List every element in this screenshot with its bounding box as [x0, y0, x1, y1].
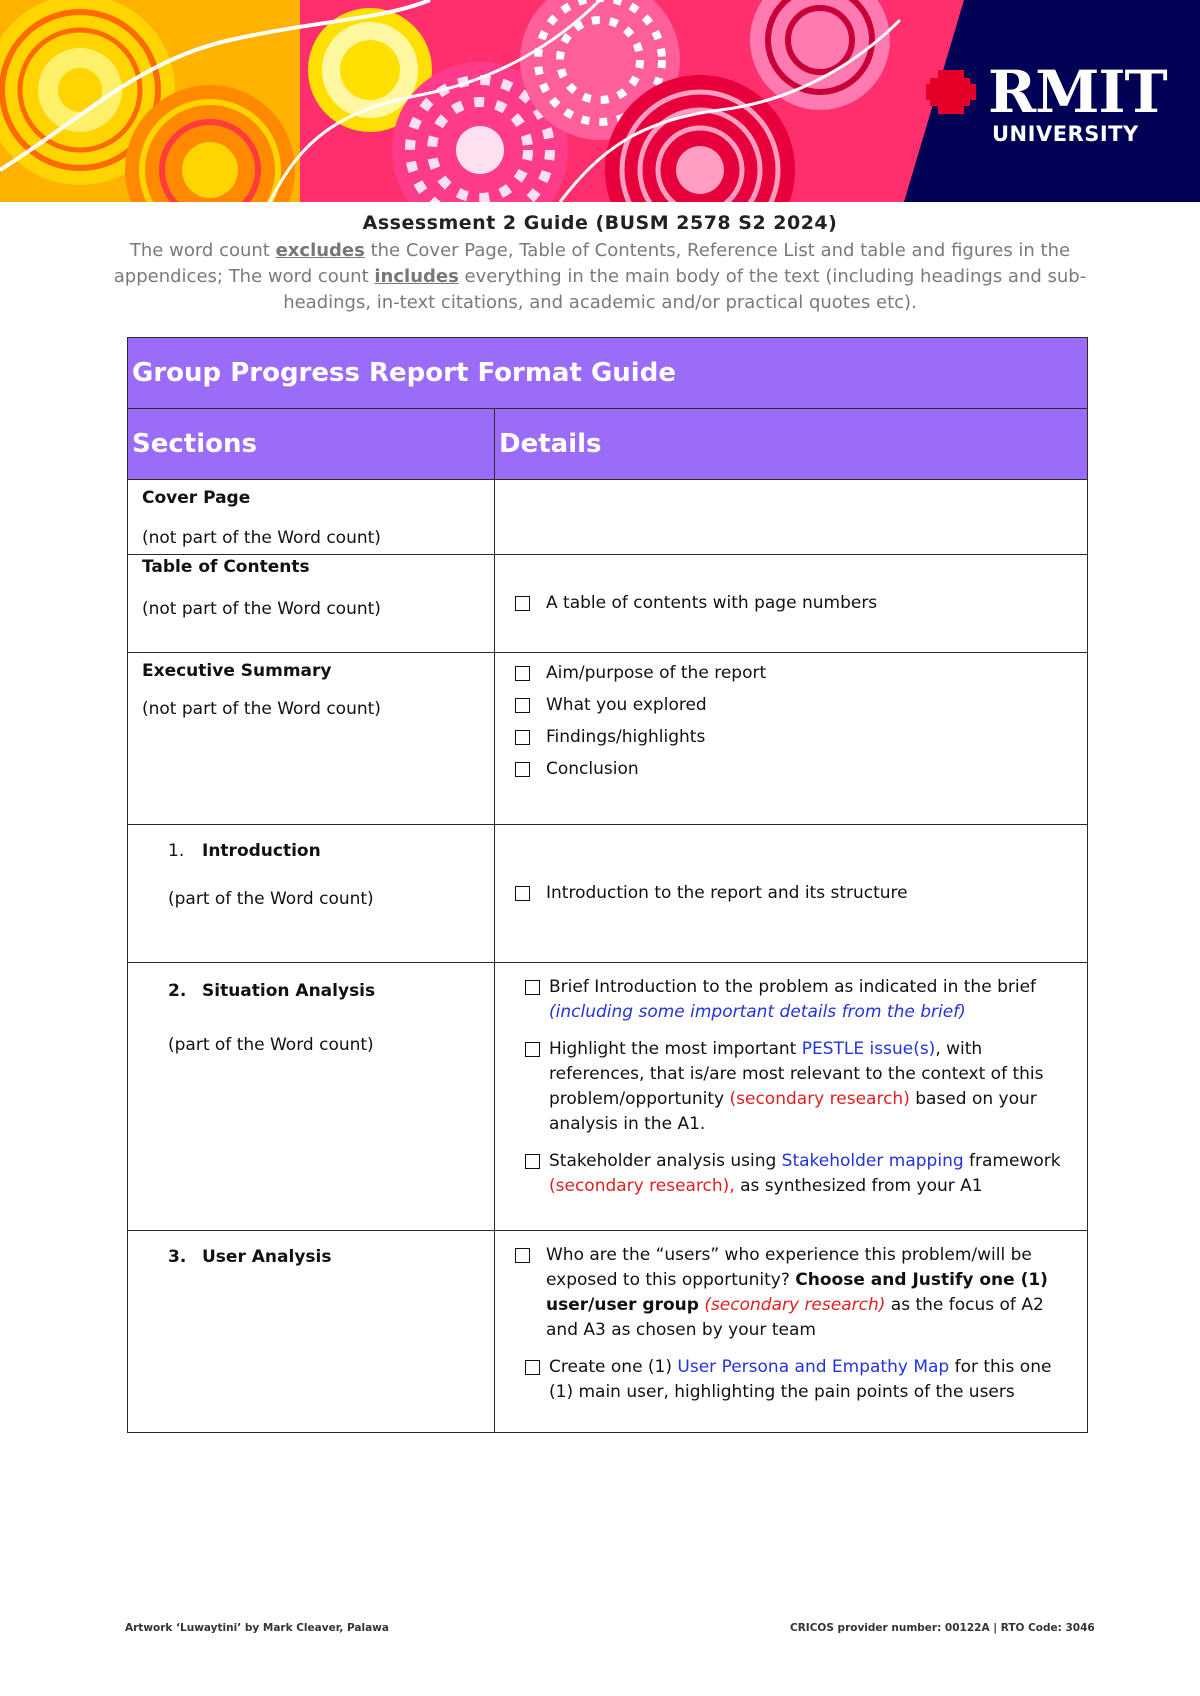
checklist-item: A table of contents with page numbers [515, 591, 1073, 616]
excludes-emphasis: excludes [275, 240, 365, 261]
section-cover-page: Cover Page (not part of the Word count) [128, 480, 495, 555]
logo-word: RMIT [988, 58, 1167, 126]
section-situation-analysis: 2. Situation Analysis (part of the Word count) [128, 963, 495, 1231]
checkbox-icon[interactable] [515, 666, 530, 681]
table-row [128, 963, 1088, 1231]
document-title: Assessment 2 Guide (BUSM 2578 S2 2024) [362, 212, 838, 234]
includes-emphasis: includes [374, 266, 459, 287]
details-situation-analysis [495, 963, 1088, 1231]
rmit-pixel-icon [926, 70, 978, 114]
checkbox-icon[interactable] [515, 762, 530, 777]
checkbox-icon[interactable] [515, 596, 530, 611]
details-user-analysis [495, 1231, 1088, 1433]
table-row [128, 480, 1088, 555]
details-introduction [495, 825, 1088, 963]
checkbox-icon[interactable] [525, 1042, 540, 1057]
checklist-item: Highlight the most important PESTLE issue(s), with references, that is/are most relevant to the context of this problem/opportunity (secondary research) based on your analysis in the A1. [515, 1037, 1073, 1137]
table-row [128, 653, 1088, 825]
details-table-of-contents [495, 555, 1088, 653]
details-executive-summary [495, 653, 1088, 825]
checkbox-icon[interactable] [515, 886, 530, 901]
column-header-sections: Sections [128, 409, 495, 480]
checkbox-icon[interactable] [515, 730, 530, 745]
column-header-details: Details [495, 409, 1088, 480]
checklist-item: Introduction to the report and its structure [515, 881, 1073, 906]
table-title: Group Progress Report Format Guide [128, 338, 1088, 409]
word-count-note: The word count excludes the Cover Page, Table of Contents, Reference List and table and figures in the appendices; The word count includes everything in the main body of the text (including headings and sub-headings, in-text citations, and academic and/or practical quotes etc). [113, 240, 1087, 313]
logo-sub: UNIVERSITY [992, 122, 1139, 146]
details-cover-page [495, 480, 1088, 555]
checklist-item: Findings/highlights [515, 725, 1073, 750]
checklist-item: Brief Introduction to the problem as indicated in the brief (including some important details from the brief) [515, 975, 1073, 1025]
checkbox-icon[interactable] [515, 1248, 530, 1263]
footer-cricos: CRICOS provider number: 00122A | RTO Code: 3046 [790, 1622, 1095, 1634]
format-guide-table [127, 337, 1088, 1433]
table-row [128, 1231, 1088, 1433]
footer-artwork-credit: Artwork ‘Luwaytini’ by Mark Cleaver, Palawa [125, 1622, 389, 1634]
checkbox-icon[interactable] [515, 698, 530, 713]
checklist-item: Who are the “users” who experience this problem/will be exposed to this opportunity? Choose and Justify one (1) user/user group (secondary research) as the focus of A2 and A3 as chosen by your team [515, 1243, 1073, 1343]
checkbox-icon[interactable] [525, 1154, 540, 1169]
table-row [128, 825, 1088, 963]
section-user-analysis: 3. User Analysis [128, 1231, 495, 1433]
section-executive-summary: Executive Summary (not part of the Word count) [128, 653, 495, 825]
table-row [128, 555, 1088, 653]
checklist-item: What you explored [515, 693, 1073, 718]
checkbox-icon[interactable] [525, 980, 540, 995]
checklist-item: Conclusion [515, 757, 1073, 782]
checkbox-icon[interactable] [525, 1360, 540, 1375]
checklist-item: Stakeholder analysis using Stakeholder mapping framework (secondary research), as synthesized from your A1 [515, 1149, 1073, 1199]
checklist-item: Aim/purpose of the report [515, 661, 1073, 686]
section-table-of-contents: Table of Contents (not part of the Word count) [128, 555, 495, 653]
header-banner [0, 0, 1200, 202]
section-introduction: 1. Introduction (part of the Word count) [128, 825, 495, 963]
checklist-item: Create one (1) User Persona and Empathy Map for this one (1) main user, highlighting the pain points of the users [515, 1355, 1073, 1405]
